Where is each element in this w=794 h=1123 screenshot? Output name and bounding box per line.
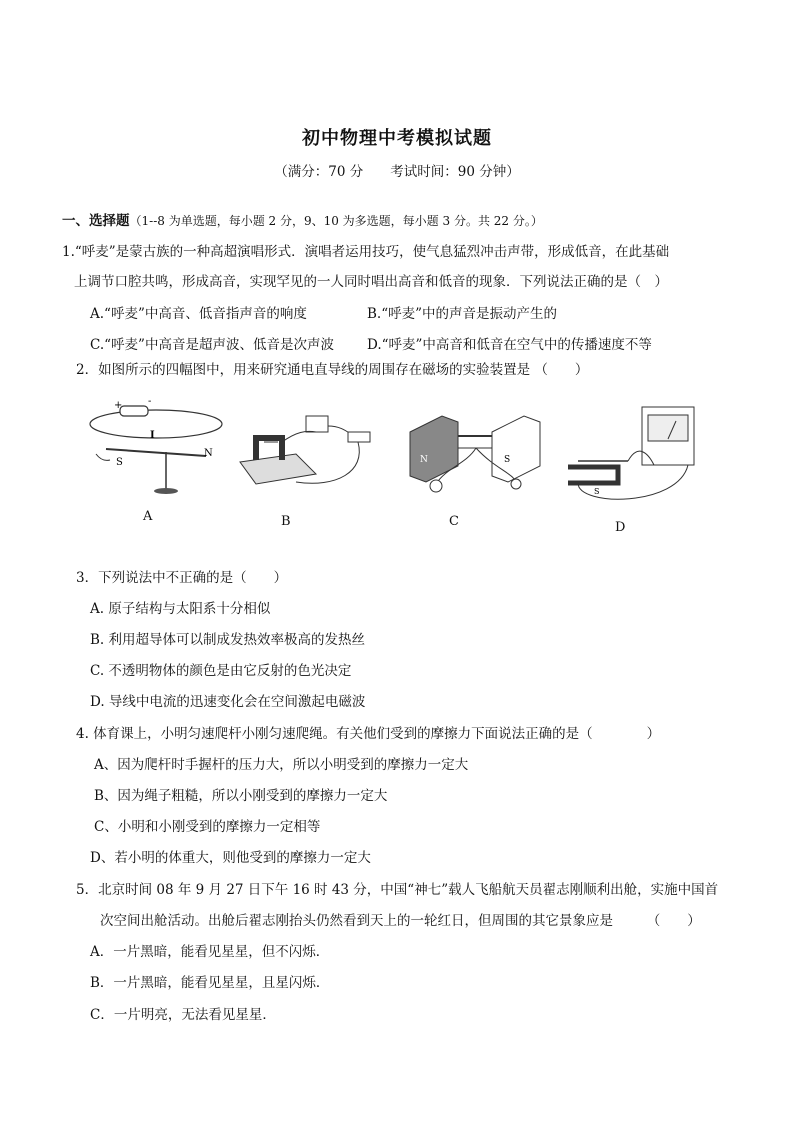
figure-d — [558, 403, 708, 515]
figure-c-north: N — [420, 455, 428, 465]
section-note: （1--8 为单选题，每小题 2 分，9、10 为多选题，每小题 3 分。共 22 分。） — [129, 214, 543, 228]
figure-d-south: S — [594, 487, 600, 496]
figure-a — [86, 394, 226, 504]
figure-c-south: S — [504, 455, 511, 465]
q5-option-a: A．一片黑暗，能看见星星，但不闪烁． — [90, 944, 330, 960]
q5-stem-line1: 5．北京时间 08 年 9 月 27 日下午 16 时 43 分，中国“神七”载人飞船航天员翟志刚顺利出舱，实施中国首 — [76, 882, 719, 898]
exam-info: （满分：70 分 考试时间：90 分钟） — [274, 164, 520, 180]
figure-a-plus: + — [114, 400, 123, 411]
q4-option-b: B、因为绳子粗糙，所以小刚受到的摩擦力一定大 — [94, 788, 388, 804]
q2-stem: 2．如图所示的四幅图中，用来研究通电直导线的周围存在磁场的实验装置是 （ ） — [76, 362, 589, 378]
q5-option-b: B．一片黑暗，能看见星星，且星闪烁． — [90, 975, 330, 991]
q4-option-d: D、若小明的体重大，则他受到的摩擦力一定大 — [90, 850, 371, 866]
q3-stem: 3．下列说法中不正确的是（ ） — [76, 570, 288, 586]
q3-option-d: D. 导线中电流的迅速变化会在空间激起电磁波 — [90, 694, 366, 710]
q4-stem: 4. 体育课上，小明匀速爬杆小刚匀速爬绳。有关他们受到的摩擦力下面说法正确的是（ ） — [76, 726, 661, 742]
q1-option-b: B.“呼麦”中的声音是振动产生的 — [367, 306, 558, 322]
figure-c — [406, 404, 548, 496]
figure-c-label: C — [449, 514, 459, 529]
q3-option-c: C. 不透明物体的颜色是由它反射的色光决定 — [90, 663, 352, 679]
q4-option-a: A、因为爬杆时手握杆的压力大，所以小明受到的摩擦力一定大 — [94, 757, 469, 773]
q3-option-a: A. 原子结构与太阳系十分相似 — [90, 601, 271, 617]
q1-option-c: C.“呼麦”中高音是超声波、低音是次声波 — [90, 337, 334, 353]
page-title: 初中物理中考模拟试题 — [302, 128, 492, 149]
q5-option-c: C．一片明亮，无法看见星星． — [90, 1007, 276, 1023]
figure-a-minus: - — [148, 396, 152, 407]
q1-stem-line1: 1.“呼麦”是蒙古族的一种高超演唱形式．演唱者运用技巧，使气息猛烈冲击声带，形成低音，在此基础 — [62, 244, 670, 260]
figure-a-south: S — [116, 457, 123, 468]
section-heading: 一、选择题 — [62, 213, 130, 229]
figure-b — [236, 402, 386, 497]
q5-stem-line2: 次空间出舱活动。出舱后翟志刚抬头仍然看到天上的一轮红日，但周围的其它景象应是 （ ） — [100, 913, 701, 929]
figure-a-current: I — [150, 430, 155, 441]
q4-option-c: C、小明和小刚受到的摩擦力一定相等 — [94, 819, 321, 835]
q1-stem-line2: 上调节口腔共鸣，形成高音，实现罕见的一人同时唱出高音和低音的现象．下列说法正确的是（ ） — [74, 274, 668, 290]
q1-option-d: D.“呼麦”中高音和低音在空气中的传播速度不等 — [367, 337, 652, 353]
q3-option-b: B. 利用超导体可以制成发热效率极高的发热丝 — [90, 632, 366, 648]
figure-a-label: A — [143, 509, 153, 524]
figure-a-north: N — [204, 448, 213, 459]
figure-d-label: D — [615, 520, 626, 535]
q1-option-a: A.“呼麦”中高音、低音指声音的响度 — [90, 306, 307, 322]
figure-b-label: B — [281, 514, 291, 529]
section-heading-line — [62, 212, 543, 230]
